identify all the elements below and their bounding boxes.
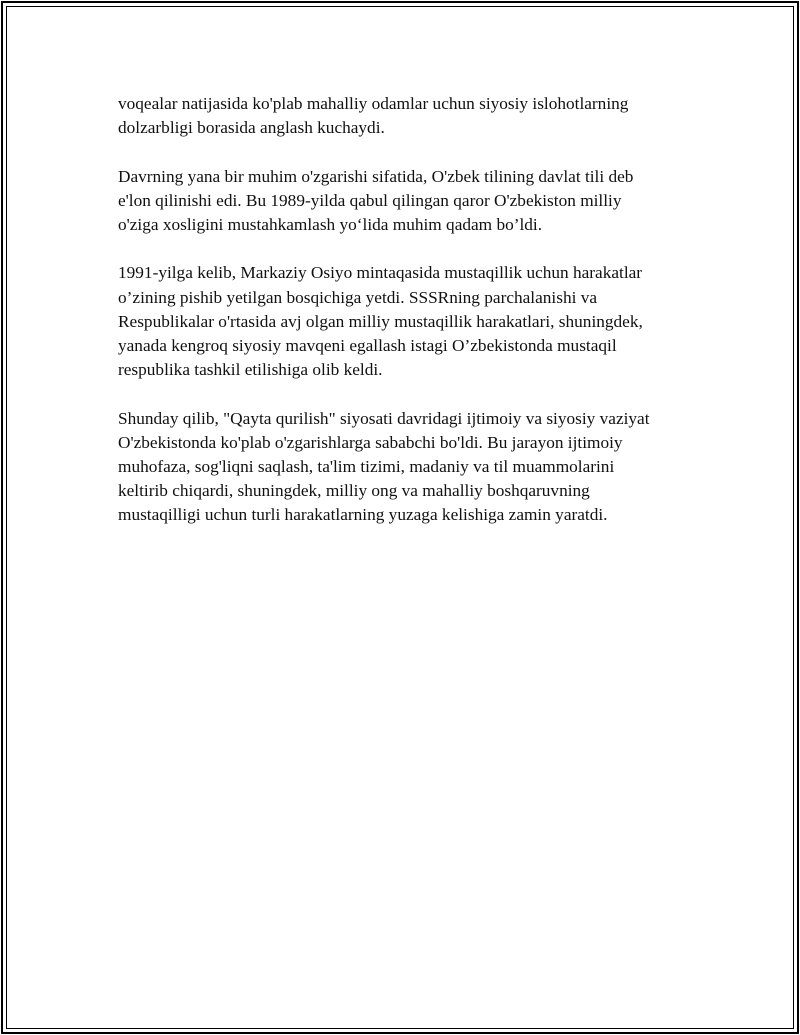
paragraph-1 [118, 92, 708, 140]
text-line: 1991-yilga kelib, Markaziy Osiyo mintaqasida mustaqillik uchun harakatlar [118, 263, 643, 283]
paragraph-2 [118, 165, 708, 238]
text-line: yanada kengroq siyosiy mavqeni egallash istagi O’zbekistonda mustaqil [118, 336, 617, 355]
text-line: respublika tashkil etilishiga olib keldi. [118, 360, 383, 380]
paragraph-4 [118, 407, 708, 528]
text-line: o’zining pishib yetilgan bosqichiga yetdi. SSSRning parchalanishi va [118, 287, 598, 307]
text-line: Shunday qilib, "Qayta qurilish" siyosati davridagi ijtimoiy va siyosiy vaziyat [118, 408, 650, 428]
document-body [118, 92, 708, 552]
paragraph-3 [118, 261, 708, 382]
text-line: keltirib chiqardi, shuningdek, milliy ong va mahalliy boshqaruvning [118, 481, 590, 501]
text-line: mustaqilligi uchun turli harakatlarning yuzaga kelishiga zamin yaratdi. [118, 505, 608, 525]
text-line: Davrning yana bir muhim o'zgarishi sifatida, O'zbek tilining davlat tili deb [118, 166, 634, 186]
text-line: muhofaza, sog'liqni saqlash, ta'lim tizimi, madaniy va til muammolarini [118, 457, 615, 476]
text-line: dolzarbligi borasida anglash kuchaydi. [118, 118, 385, 138]
text-line: voqealar natijasida ko'plab mahalliy odamlar uchun siyosiy islohotlarning [118, 94, 629, 113]
text-line: Respublikalar o'rtasida avj olgan milliy mustaqillik harakatlari, shuningdek, [118, 311, 643, 331]
text-line: e'lon qilinishi edi. Bu 1989-yilda qabul qilingan qaror O'zbekiston milliy [118, 190, 622, 210]
text-line: O'zbekistonda ko'plab o'zgarishlarga sababchi bo'ldi. Bu jarayon ijtimoiy [118, 432, 623, 452]
text-line: o'ziga xosligini mustahkamlash yo‘lida muhim qadam bo’ldi. [118, 215, 543, 234]
